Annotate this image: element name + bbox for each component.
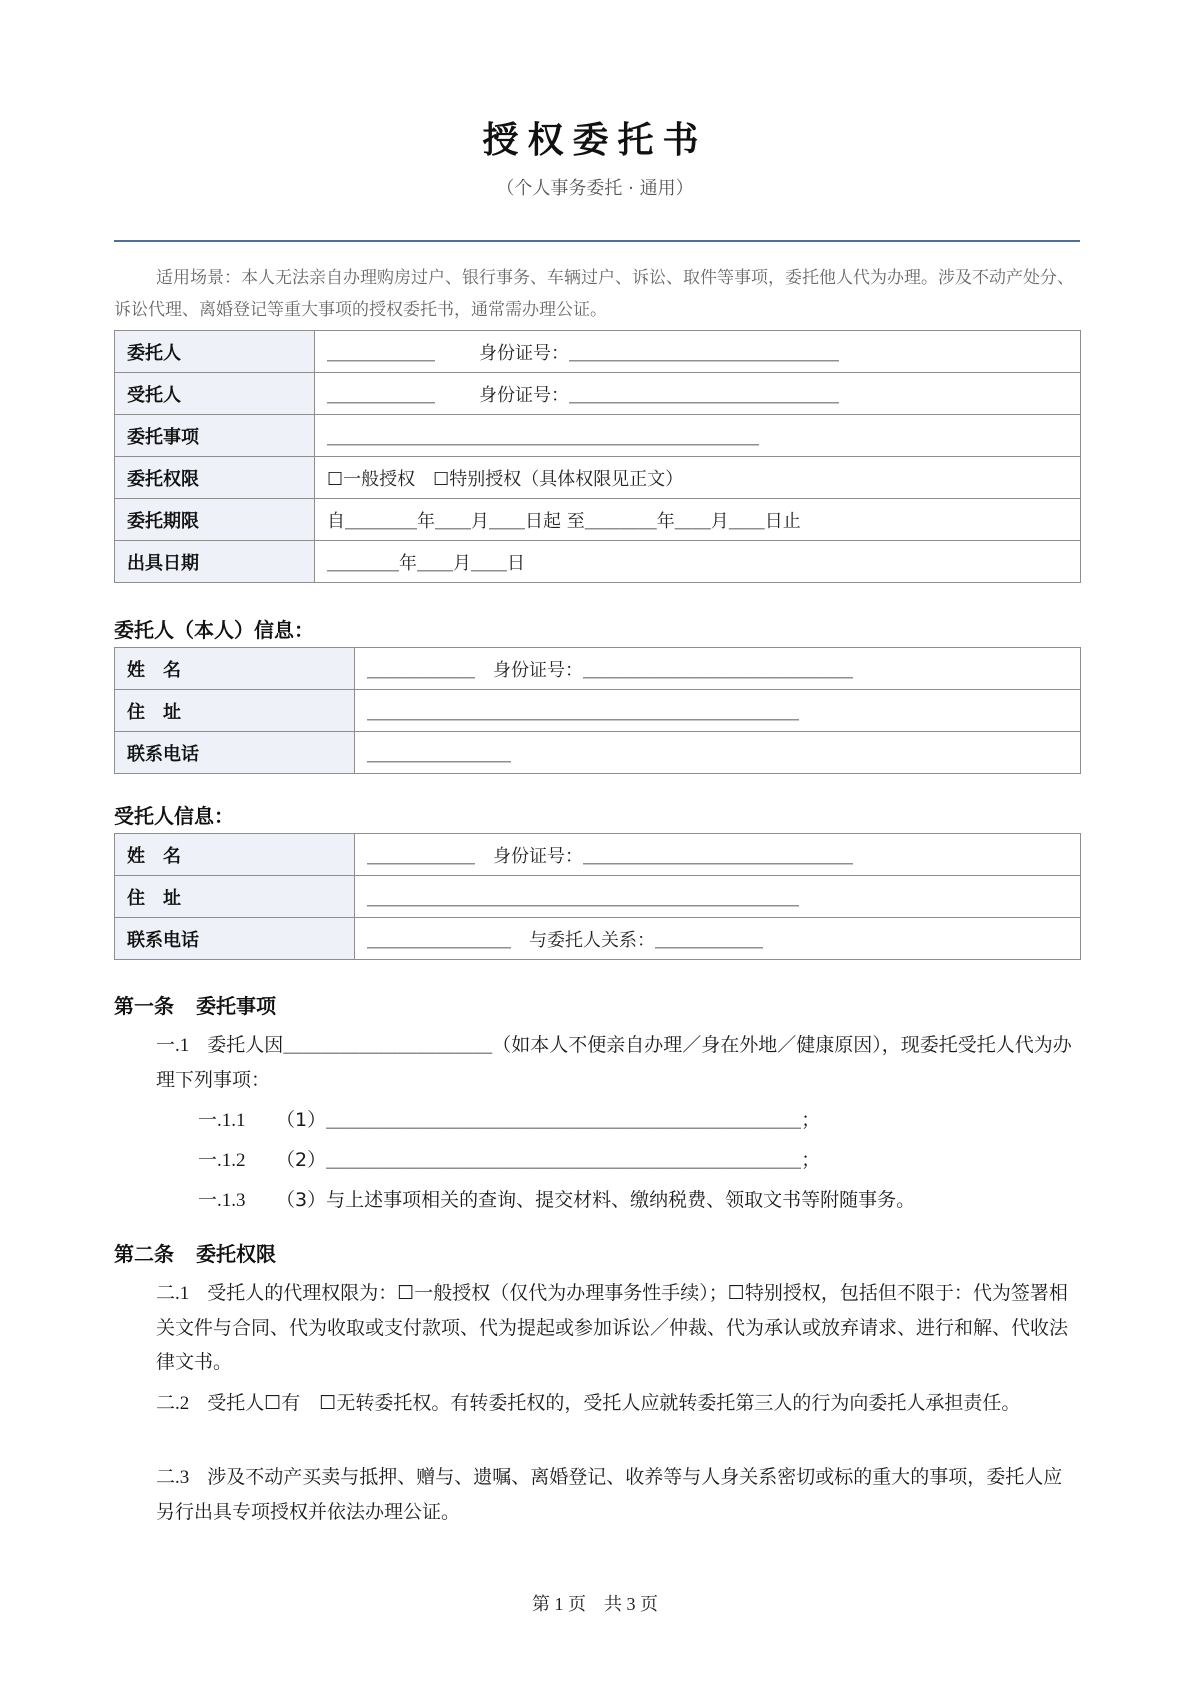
agent-field[interactable]	[315, 373, 1081, 415]
principal-info-heading: 委托人（本人）信息：	[114, 618, 314, 642]
agent-phone-label: 联系电话	[115, 918, 355, 960]
table-row	[115, 499, 1081, 541]
issue-date-field[interactable]: ＿＿＿＿年＿＿月＿＿日	[315, 541, 1081, 583]
article-1-number: 第一条	[114, 994, 174, 1018]
principal-info-table	[114, 647, 1081, 774]
table-row	[115, 541, 1081, 583]
item-number: 一.1.3	[198, 1190, 246, 1211]
authority-checkboxes[interactable]: ☐一般授权 ☐特别授权（具体权限见正文）	[315, 457, 1081, 499]
agent-id-label: 身份证号：	[493, 845, 583, 867]
article-2-number: 第二条	[114, 1242, 174, 1266]
article-2-clause-2	[156, 1386, 1080, 1421]
clause-number: 二.1	[156, 1283, 190, 1304]
article-1-item-3	[198, 1183, 1078, 1218]
table-row	[115, 918, 1081, 960]
agent-name-blank: ＿＿＿＿＿＿	[367, 845, 475, 867]
agent-id-blank: ＿＿＿＿＿＿＿＿＿＿＿＿＿＿＿	[583, 845, 853, 867]
agent-relation-label: 与委托人关系：	[529, 929, 655, 951]
page-footer	[0, 1590, 1190, 1616]
article-2-title: 委托权限	[196, 1242, 276, 1266]
matter-field[interactable]: ＿＿＿＿＿＿＿＿＿＿＿＿＿＿＿＿＿＿＿＿＿＿＿＿	[315, 415, 1081, 457]
principal-name-field[interactable]	[355, 648, 1081, 690]
summary-table	[114, 330, 1081, 583]
title-divider	[114, 240, 1080, 242]
principal-field[interactable]	[315, 331, 1081, 373]
clause-number: 二.2	[156, 1393, 190, 1414]
agent-relation-blank: ＿＿＿＿＿＿	[655, 929, 763, 951]
article-1-item-2	[198, 1143, 1078, 1178]
principal-id-blank: ＿＿＿＿＿＿＿＿＿＿＿＿＿＿＿	[569, 342, 839, 364]
agent-name-field[interactable]	[355, 834, 1081, 876]
table-row	[115, 373, 1081, 415]
article-1-heading	[114, 990, 276, 1019]
page-number: 第 1 页	[532, 1594, 586, 1614]
article-1-title: 委托事项	[196, 994, 276, 1018]
table-row	[115, 415, 1081, 457]
item-text: （3）与上述事项相关的查询、提交材料、缴纳税费、领取文书等附随事务。	[276, 1189, 916, 1211]
matter-label: 委托事项	[115, 415, 315, 457]
item-number: 一.1.1	[198, 1110, 246, 1131]
clause-text: 受托人的代理权限为：☐一般授权（仅代为办理事务性手续）；☐特别授权，包括但不限于：代为签署相关文件与合同、代为收取或支付款项、代为提起或参加诉讼／仲裁、代为承认或放弃请求、进行和解、代收法律文书。	[156, 1282, 1069, 1373]
agent-id-label: 身份证号：	[479, 384, 569, 406]
article-1-item-1	[198, 1103, 1078, 1138]
agent-label: 受托人	[115, 373, 315, 415]
page-total: 共 3 页	[604, 1594, 658, 1614]
article-2-clause-1	[156, 1276, 1080, 1379]
agent-name-blank: ＿＿＿＿＿＿	[327, 384, 435, 406]
principal-address-field[interactable]: ＿＿＿＿＿＿＿＿＿＿＿＿＿＿＿＿＿＿＿＿＿＿＿＿	[355, 690, 1081, 732]
agent-id-blank: ＿＿＿＿＿＿＿＿＿＿＿＿＿＿＿	[569, 384, 839, 406]
clause-text: 涉及不动产买卖与抵押、赠与、遗嘱、离婚登记、收养等与人身关系密切或标的重大的事项，委托人应另行出具专项授权并依法办理公证。	[156, 1466, 1063, 1523]
principal-label: 委托人	[115, 331, 315, 373]
table-row	[115, 648, 1081, 690]
agent-address-label: 住 址	[115, 876, 355, 918]
document-title: 授权委托书	[482, 120, 708, 161]
clause-text: 委托人因＿＿＿＿＿＿＿＿＿＿＿（如本人不便亲自办理／身在外地／健康原因），现委托受托人代为办理下列事项：	[156, 1034, 1072, 1091]
item-number: 一.1.2	[198, 1150, 246, 1171]
agent-phone-field[interactable]	[355, 918, 1081, 960]
article-1-clause-1	[156, 1028, 1080, 1097]
term-field[interactable]: 自＿＿＿＿年＿＿月＿＿日起 至＿＿＿＿年＿＿月＿＿日止	[315, 499, 1081, 541]
principal-name-label: 姓 名	[115, 648, 355, 690]
article-2-heading	[114, 1238, 276, 1267]
clause-number: 一.1	[156, 1035, 190, 1056]
principal-phone-label: 联系电话	[115, 732, 355, 774]
table-row	[115, 834, 1081, 876]
document-subtitle: （个人事务委托 · 通用）	[496, 178, 694, 199]
agent-address-field[interactable]: ＿＿＿＿＿＿＿＿＿＿＿＿＿＿＿＿＿＿＿＿＿＿＿＿	[355, 876, 1081, 918]
table-row	[115, 876, 1081, 918]
item-text: （1）＿＿＿＿＿＿＿＿＿＿＿＿＿＿＿＿＿＿＿＿＿＿＿＿＿；	[276, 1109, 821, 1131]
principal-id-label: 身份证号：	[493, 659, 583, 681]
principal-name-blank: ＿＿＿＿＿＿	[367, 659, 475, 681]
table-row	[115, 732, 1081, 774]
agent-phone-blank: ＿＿＿＿＿＿＿＿	[367, 929, 511, 951]
intro-paragraph: 适用场景：本人无法亲自办理购房过户、银行事务、车辆过户、诉讼、取件等事项，委托他人代为办理。涉及不动产处分、诉讼代理、离婚登记等重大事项的授权委托书，通常需办理公证。	[114, 268, 1074, 320]
agent-name-label: 姓 名	[115, 834, 355, 876]
principal-phone-field[interactable]: ＿＿＿＿＿＿＿＿	[355, 732, 1081, 774]
article-2-clause-3	[156, 1460, 1080, 1529]
principal-id-blank: ＿＿＿＿＿＿＿＿＿＿＿＿＿＿＿	[583, 659, 853, 681]
table-row	[115, 457, 1081, 499]
agent-info-heading: 受托人信息：	[114, 804, 234, 828]
authority-label: 委托权限	[115, 457, 315, 499]
agent-info-table	[114, 833, 1081, 960]
principal-address-label: 住 址	[115, 690, 355, 732]
principal-name-blank: ＿＿＿＿＿＿	[327, 342, 435, 364]
table-row	[115, 690, 1081, 732]
issue-date-label: 出具日期	[115, 541, 315, 583]
principal-id-label: 身份证号：	[479, 342, 569, 364]
table-row	[115, 331, 1081, 373]
clause-number: 二.3	[156, 1467, 190, 1488]
term-label: 委托期限	[115, 499, 315, 541]
clause-text: 受托人☐有 ☐无转委托权。有转委托权的，受托人应就转委托第三人的行为向委托人承担责任。	[207, 1392, 1021, 1414]
item-text: （2）＿＿＿＿＿＿＿＿＿＿＿＿＿＿＿＿＿＿＿＿＿＿＿＿＿；	[276, 1149, 821, 1171]
